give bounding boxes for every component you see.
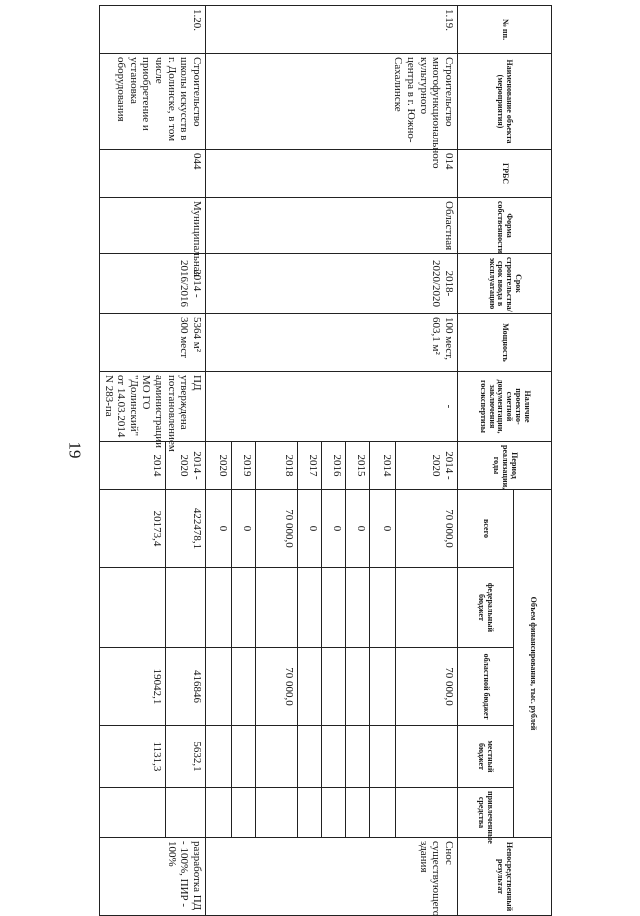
funding-federal [232, 568, 256, 648]
funding-regional: 70 000,0 [396, 648, 458, 726]
funding-federal [346, 568, 370, 648]
header-result: Непосредственный результат [458, 838, 552, 916]
funding-regional: 70 000,0 [256, 648, 298, 726]
funding-other [99, 788, 165, 838]
funding-total: 0 [322, 490, 346, 568]
funding-total: 0 [298, 490, 322, 568]
funding-other [322, 788, 346, 838]
funding-local [256, 726, 298, 788]
funding-total: 422478,1 [165, 490, 205, 568]
funding-local [298, 726, 322, 788]
funding-regional [232, 648, 256, 726]
ownership-form: Областная [206, 198, 458, 254]
funding-total: 0 [206, 490, 232, 568]
funding-regional [370, 648, 396, 726]
table-sheet [77, 5, 552, 916]
header-regional: областной бюджет [458, 648, 514, 726]
period: 2019 [232, 442, 256, 490]
funding-other [232, 788, 256, 838]
funding-local [206, 726, 232, 788]
header-ownership: Форма собственности [458, 198, 552, 254]
result: разработка ПД - 100%, ПИР - 100% [99, 838, 205, 916]
period: 2016 [322, 442, 346, 490]
funding-federal [370, 568, 396, 648]
funding-regional [298, 648, 322, 726]
funding-federal [256, 568, 298, 648]
header-other: привлеченные средства [458, 788, 514, 838]
funding-total: 0 [370, 490, 396, 568]
header-docs: Наличие проектно-сметной документации, заключения госэкспертизы [458, 372, 552, 442]
header-federal: федеральный бюджет [458, 568, 514, 648]
result: Снос существующего здания [206, 838, 458, 916]
funding-local [232, 726, 256, 788]
row-num: 1.20. [99, 6, 205, 54]
header-period: Период реализации, годы [458, 442, 552, 490]
funding-other [346, 788, 370, 838]
header-local: местный бюджет [458, 726, 514, 788]
funding-federal [396, 568, 458, 648]
funding-federal [99, 568, 165, 648]
project-docs: ПД утверждена постановлением администрации МО ГО "Долинский" от 14.03.2014 N 283-па [99, 372, 205, 442]
funding-local: 1131,3 [99, 726, 165, 788]
funding-local [370, 726, 396, 788]
funding-other [165, 788, 205, 838]
period: 2020 [206, 442, 232, 490]
object-name: Строительство многофункционального культурного центра в г. Южно-Сахалинске [206, 54, 458, 150]
construction-term: 2014 - 2016/2016 [99, 254, 205, 314]
header-total: всего [458, 490, 514, 568]
funding-other [206, 788, 232, 838]
construction-term: 2018-2020/2020 [206, 254, 458, 314]
header-funding-group: Объем финансирования, тыс. рублей [514, 490, 552, 838]
page-number: 19 [65, 441, 85, 459]
funding-federal [165, 568, 205, 648]
header-grbs: ГРБС [458, 150, 552, 198]
period: 2015 [346, 442, 370, 490]
capacity: 100 мест, 603,1 м² [206, 314, 458, 372]
funding-regional: 416846 [165, 648, 205, 726]
row-num: 1.19. [206, 6, 458, 54]
period: 2014 [370, 442, 396, 490]
period: 2014 - 2020 [396, 442, 458, 490]
header-name: Наименование объекта (мероприятия) [458, 54, 552, 150]
funding-local: 5632,1 [165, 726, 205, 788]
ownership-form: Муниципальная [99, 198, 205, 254]
header-term: Срок строительства/срок ввода в эксплуатацию [458, 254, 552, 314]
funding-federal [298, 568, 322, 648]
capacity: 5364 м² 300 мест [99, 314, 205, 372]
table-row [165, 6, 205, 916]
funding-regional [346, 648, 370, 726]
funding-total: 0 [232, 490, 256, 568]
funding-regional: 19042,1 [99, 648, 165, 726]
grbs-code: 014 [206, 150, 458, 198]
funding-table [99, 5, 552, 916]
period: 2017 [298, 442, 322, 490]
period: 2014 - 2020 [165, 442, 205, 490]
funding-other [256, 788, 298, 838]
funding-total: 70 000,0 [396, 490, 458, 568]
funding-total: 70 000,0 [256, 490, 298, 568]
table-row [396, 6, 458, 916]
header-num: № пп. [458, 6, 552, 54]
period: 2018 [256, 442, 298, 490]
funding-federal [322, 568, 346, 648]
project-docs: - [206, 372, 458, 442]
funding-other [396, 788, 458, 838]
funding-total: 20173,4 [99, 490, 165, 568]
grbs-code: 044 [99, 150, 205, 198]
funding-other [370, 788, 396, 838]
table-body [99, 6, 457, 916]
header-capacity: Мощность [458, 314, 552, 372]
funding-other [298, 788, 322, 838]
object-name: Строительство школы искусств в г. Долинске, в том числе приобретение и установка оборудования [99, 54, 205, 150]
funding-local [396, 726, 458, 788]
funding-regional [322, 648, 346, 726]
funding-federal [206, 568, 232, 648]
funding-total: 0 [346, 490, 370, 568]
funding-regional [206, 648, 232, 726]
period: 2014 [99, 442, 165, 490]
funding-local [322, 726, 346, 788]
funding-local [346, 726, 370, 788]
